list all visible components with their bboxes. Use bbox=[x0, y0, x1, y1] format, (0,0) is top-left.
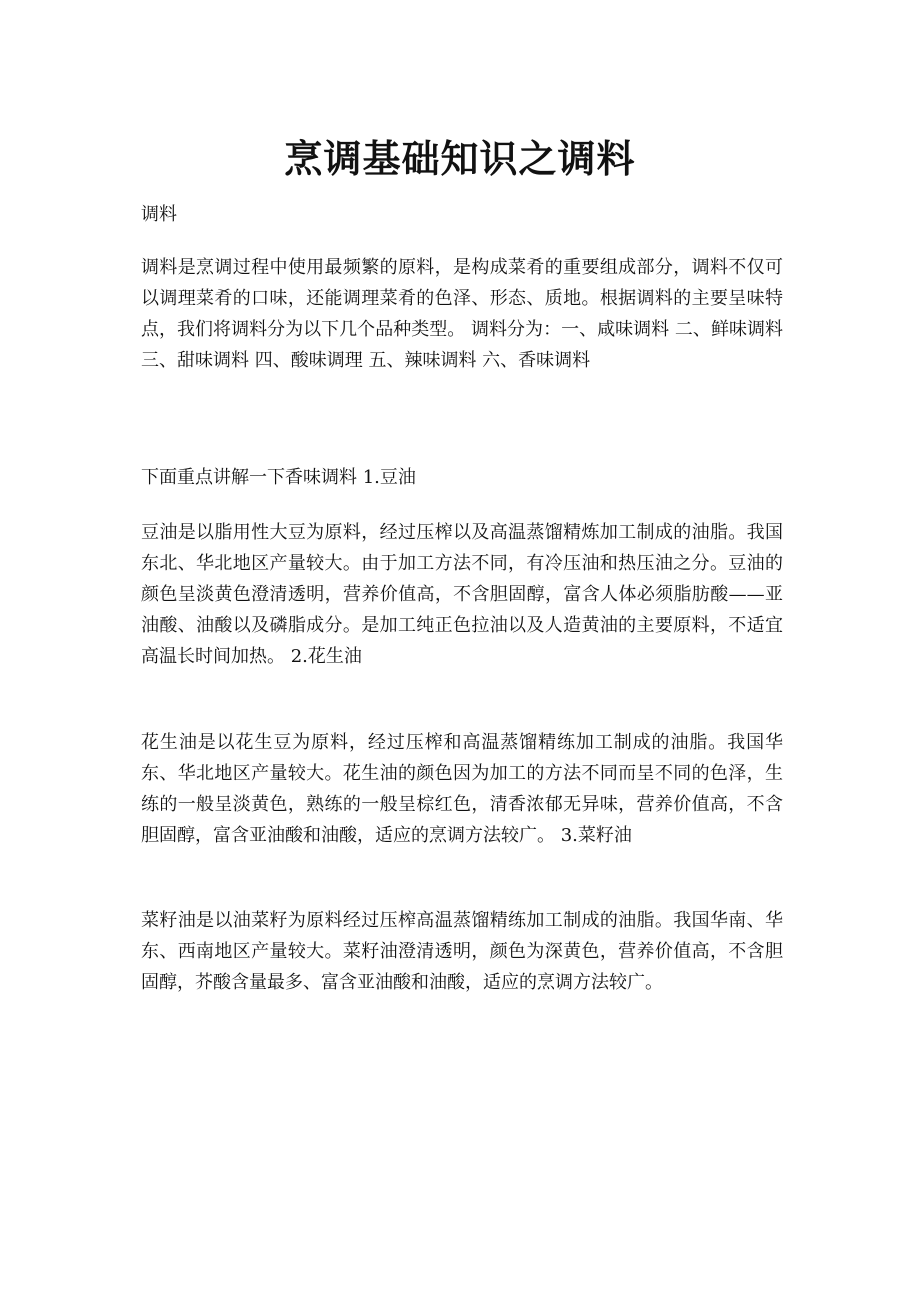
document-title: 烹调基础知识之调料 bbox=[284, 136, 636, 182]
paragraph-peanut-oil: 花生油是以花生豆为原料，经过压榨和高温蒸馏精练加工制成的油脂。我国华东、华北地区产量较大。花生油的颜色因为加工的方法不同而呈不同的色泽，生练的一般呈淡黄色，熟练的一般呈棕红色，清香浓郁无异味，营养价值高，不含胆固醇，富含亚油酸和油酸，适应的烹调方法较广。 3.菜籽油 bbox=[141, 732, 783, 846]
paragraph-aromatic-intro: 下面重点讲解一下香味调料 1.豆油 bbox=[141, 467, 416, 488]
paragraph-heading-seasoning: 调料 bbox=[141, 204, 177, 225]
paragraph-rapeseed-oil: 菜籽油是以油菜籽为原料经过压榨高温蒸馏精练加工制成的油脂。我国华南、华东、西南地区产量较大。菜籽油澄清透明，颜色为深黄色，营养价值高，不含胆固醇，芥酸含量最多、富含亚油酸和油酸，适应的烹调方法较广。 bbox=[141, 910, 783, 993]
paragraph-seasoning-intro: 调料是烹调过程中使用最频繁的原料，是构成菜肴的重要组成部分，调料不仅可以调理菜肴的口味，还能调理菜肴的色泽、形态、质地。根据调料的主要呈味特点，我们将调料分为以下几个品种类型。 调料分为：一、咸味调料 二、鲜味调料 三、甜味调料 四、酸味调理 五、辣味调料 六、香味调料 bbox=[141, 257, 783, 371]
paragraph-soybean-oil: 豆油是以脂用性大豆为原料，经过压榨以及高温蒸馏精炼加工制成的油脂。我国东北、华北地区产量较大。由于加工方法不同，有冷压油和热压油之分。豆油的颜色呈淡黄色澄清透明，营养价值高，不含胆固醇，富含人体必须脂肪酸——亚油酸、油酸以及磷脂成分。是加工纯正色拉油以及人造黄油的主要原料，不适宜高温长时间加热。 2.花生油 bbox=[141, 522, 783, 667]
